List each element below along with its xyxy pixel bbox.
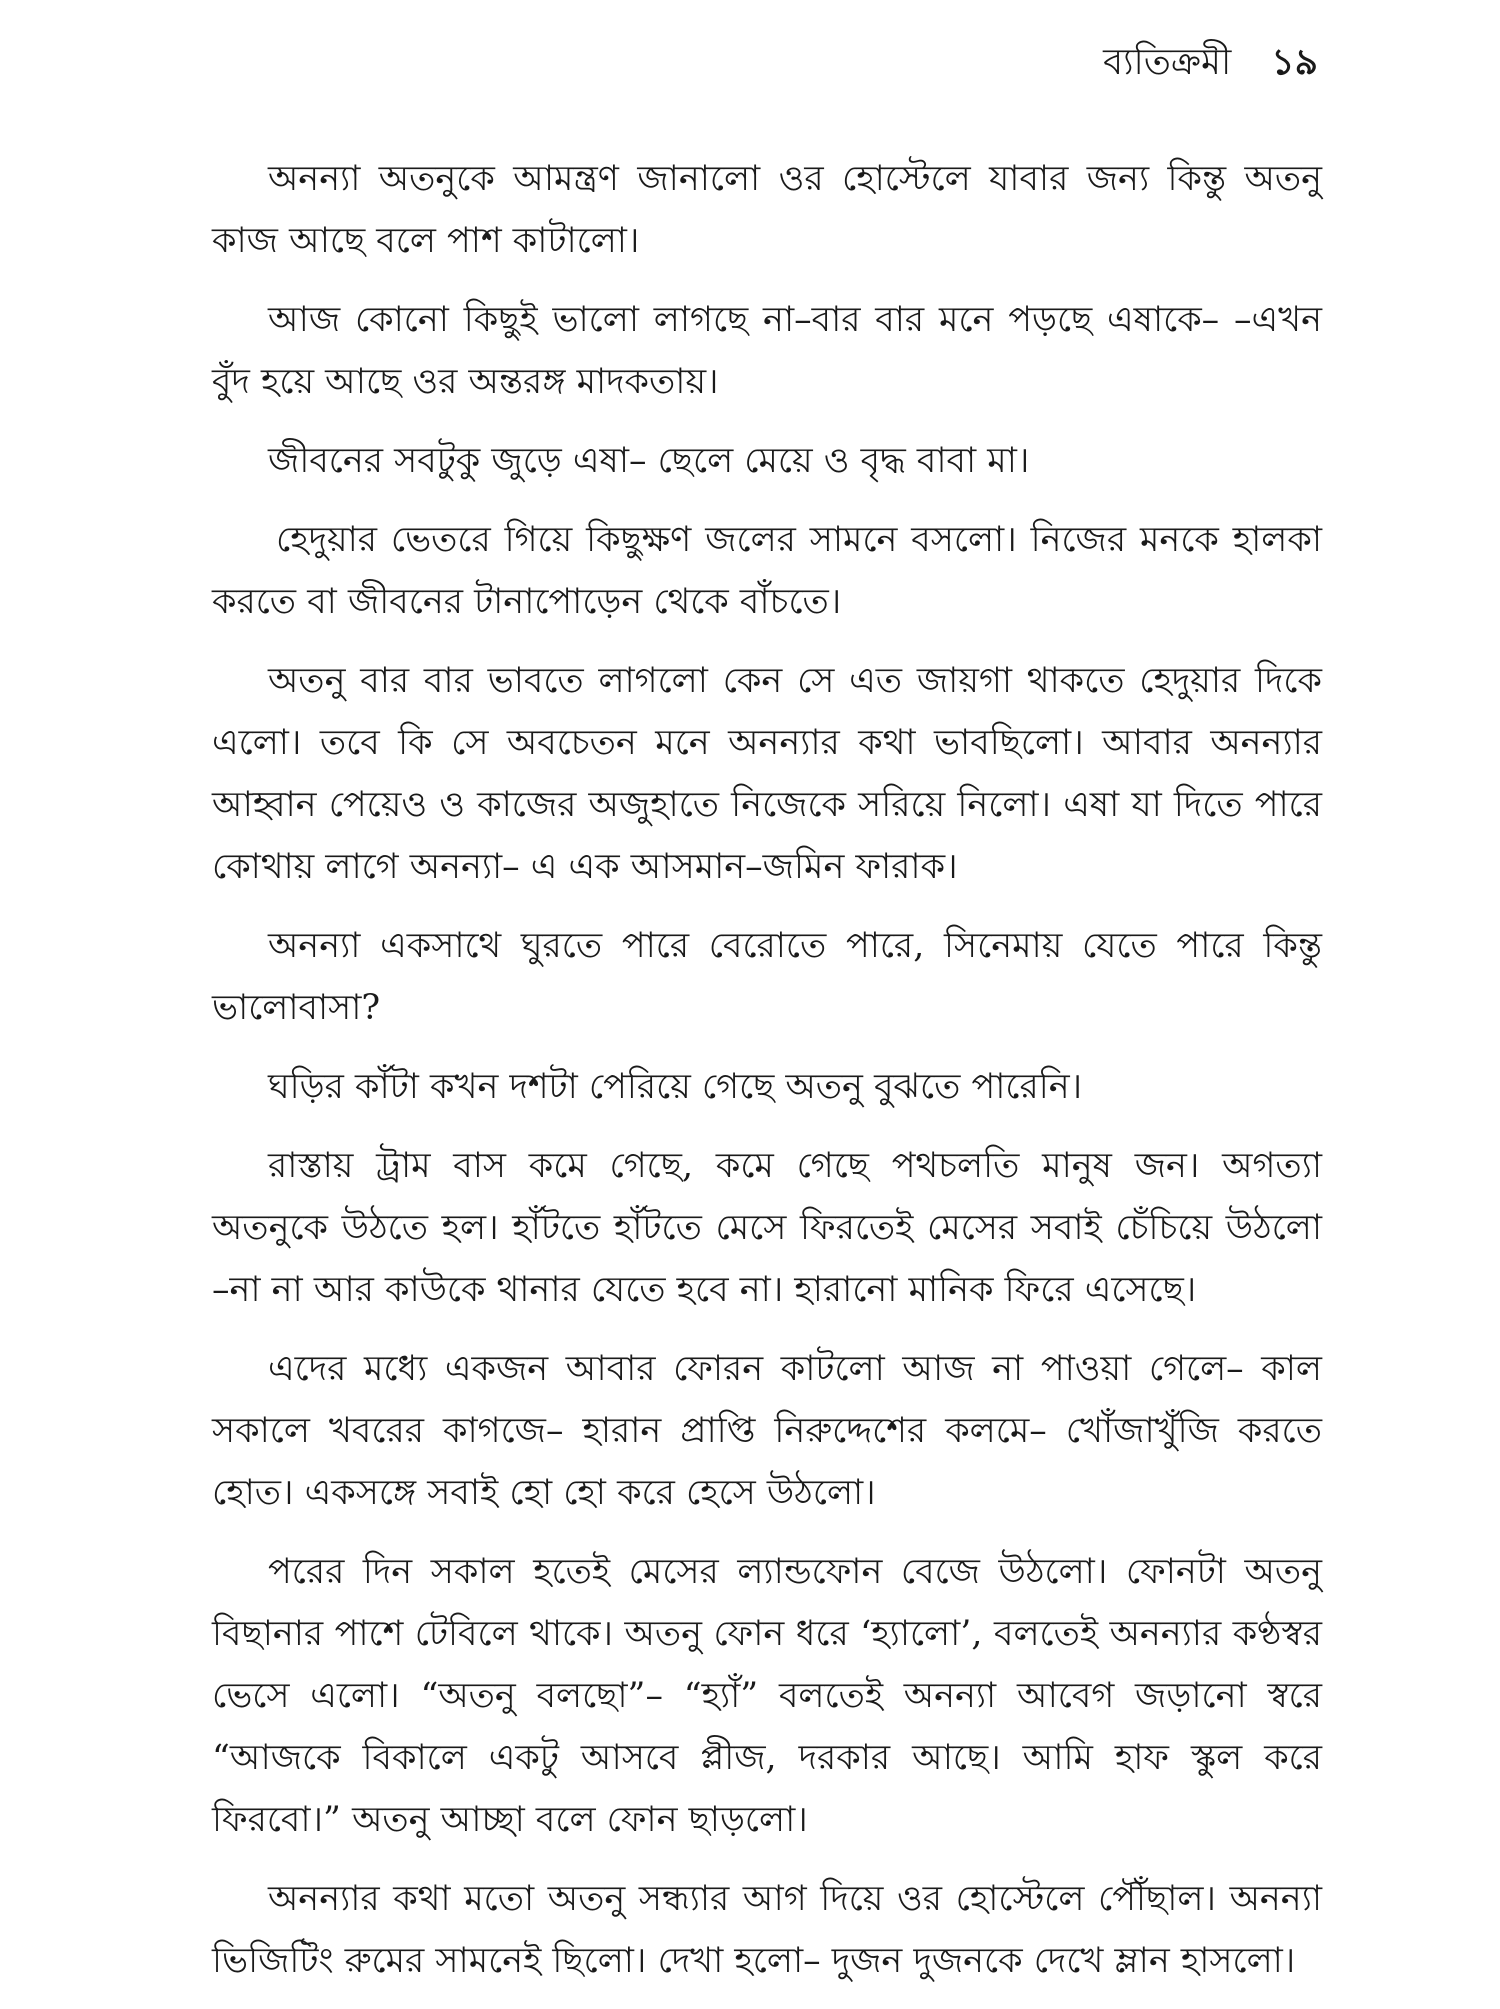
paragraph: রাস্তায় ট্রাম বাস কমে গেছে, কমে গেছে পথচলতি মানুষ জন। অগত্যা অতনুকে উঠতে হল। হাঁটতে হাঁটতে মেসে ফিরতেই মেসের সবাই চেঁচিয়ে উঠলো –না না আর কাউকে থানার যেতে হবে না। হারানো মানিক ফিরে এসেছে। bbox=[212, 1146, 1322, 1310]
body-text bbox=[212, 148, 1322, 2009]
paragraph: অনন্যার কথা মতো অতনু সন্ধ্যার আগ দিয়ে ওর হোস্টেলে পৌঁছাল। অনন্যা ভিজিটিং রুমের সামনেই ছিলো। দেখা হলো– দুজন দুজনকে দেখে ম্লান হাসলো। bbox=[212, 1879, 1322, 1981]
paragraph: এদের মধ্যে একজন আবার ফোরন কাটলো আজ না পাওয়া গেলে– কাল সকালে খবরের কাগজে– হারান প্রাপ্তি নিরুদ্দেশের কলমে– খোঁজাখুঁজি করতে হোত। একসঙ্গে সবাই হো হো করে হেসে উঠলো। bbox=[212, 1349, 1322, 1513]
page-number: ১৯ bbox=[1271, 41, 1318, 83]
paragraph: হেদুয়ার ভেতরে গিয়ে কিছুক্ষণ জলের সামনে বসলো। নিজের মনকে হালকা করতে বা জীবনের টানাপোড়েন থেকে বাঁচতে। bbox=[212, 520, 1322, 622]
paragraph: জীবনের সবটুকু জুড়ে এষা– ছেলে মেয়ে ও বৃদ্ধ বাবা মা। bbox=[268, 441, 1030, 481]
paragraph: আজ কোনো কিছুই ভালো লাগছে না–বার বার মনে পড়ছে এষাকে– –এখন বুঁদ হয়ে আছে ওর অন্তরঙ্গ মাদকতায়। bbox=[212, 300, 1322, 402]
running-header bbox=[1103, 41, 1318, 83]
running-title: ব্যতিক্রমী bbox=[1103, 42, 1232, 83]
paragraph: অতনু বার বার ভাবতে লাগলো কেন সে এত জায়গা থাকতে হেদুয়ার দিকে এলো। তবে কি সে অবচেতন মনে অনন্যার কথা ভাবছিলো। আবার অনন্যার আহ্বান পেয়েও ও কাজের অজুহাতে নিজেকে সরিয়ে নিলো। এষা যা দিতে পারে কোথায় লাগে অনন্যা– এ এক আসমান–জমিন ফারাক। bbox=[212, 661, 1322, 887]
paragraph: অনন্যা একসাথে ঘুরতে পারে বেরোতে পারে, সিনেমায় যেতে পারে কিন্তু ভালোবাসা? bbox=[212, 926, 1322, 1028]
paragraph: অনন্যা অতনুকে আমন্ত্রণ জানালো ওর হোস্টেলে যাবার জন্য কিন্তু অতনু কাজ আছে বলে পাশ কাটালো। bbox=[212, 159, 1322, 261]
paragraph: ঘড়ির কাঁটা কখন দশটা পেরিয়ে গেছে অতনু বুঝতে পারেনি। bbox=[268, 1067, 1083, 1107]
paragraph: পরের দিন সকাল হতেই মেসের ল্যান্ডফোন বেজে উঠলো। ফোনটা অতনু বিছানার পাশে টেবিলে থাকে। অতনু ফোন ধরে ‘হ্যালো’, বলতেই অনন্যার কণ্ঠস্বর ভেসে এলো। “অতনু বলছো”– “হ্যাঁ” বলতেই অনন্যা আবেগ জড়ানো স্বরে “আজকে বিকালে একটু আসবে প্লীজ, দরকার আছে। আমি হাফ স্কুল করে ফিরবো।” অতনু আচ্ছা বলে ফোন ছাড়লো। bbox=[212, 1552, 1322, 1840]
